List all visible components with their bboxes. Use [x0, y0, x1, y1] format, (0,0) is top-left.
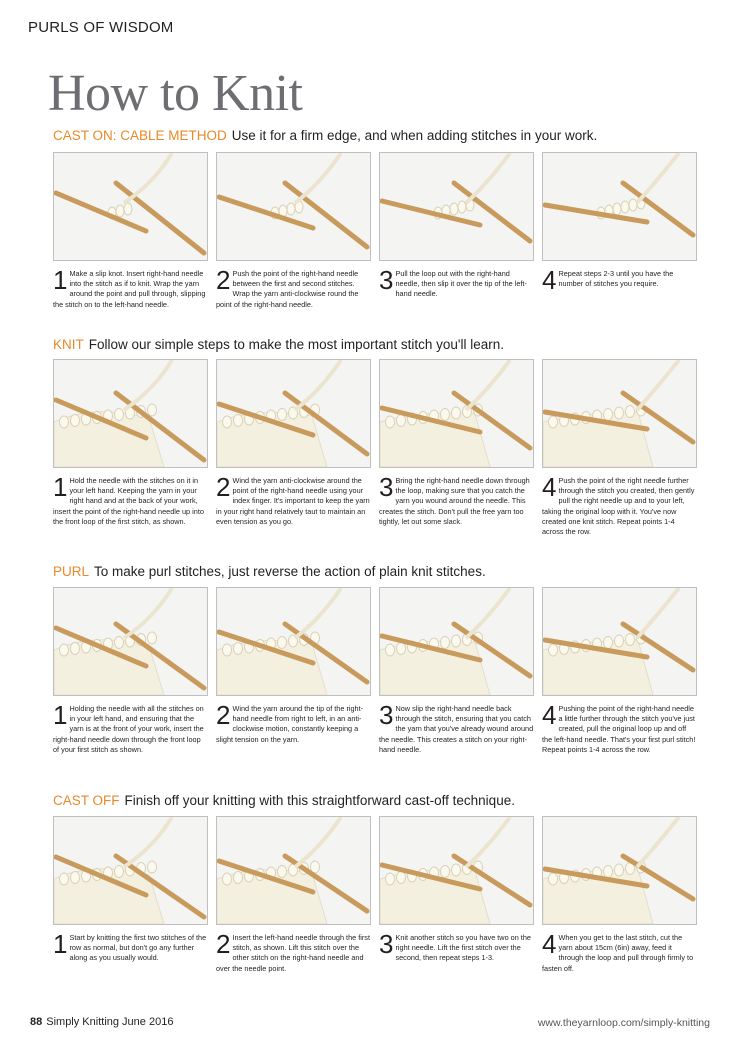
stitch-loop-shape: [452, 635, 461, 647]
step-photo: [216, 816, 371, 925]
stitch-loop-shape: [115, 637, 124, 649]
stitch-loop-shape: [148, 404, 157, 416]
stitch-loop-shape: [626, 634, 635, 646]
section-heading-cast-off: [53, 793, 713, 809]
knit-step-3: [379, 359, 534, 527]
step-description: [379, 265, 534, 300]
stitch-loop-shape: [234, 415, 243, 427]
stitch-loop-shape: [450, 203, 458, 215]
step-photo: [542, 152, 697, 261]
step-number: 4: [542, 929, 557, 959]
step-number: 1: [53, 265, 68, 295]
step-photo: [379, 152, 534, 261]
step-text: Wind the yarn anti-clockwise around the point of the right-hand needle using your index finger. It's important to keep the yarn in your right hand relatively taut to maintain an even tension as you go.: [216, 476, 370, 526]
stitch-loop-shape: [604, 409, 613, 421]
knit-step-1: [53, 359, 208, 527]
section-label: KNIT: [53, 337, 84, 352]
stitch-loop-shape: [615, 864, 624, 876]
section-label: CAST ON: CABLE METHOD: [53, 128, 227, 143]
step-photo: [53, 587, 208, 696]
section-subtitle: To make purl stitches, just reverse the action of plain knit stitches.: [94, 564, 486, 579]
step-number: 2: [216, 929, 231, 959]
step-photo: [379, 816, 534, 925]
step-text: Insert the left-hand needle through the first stitch, as shown. Lift this stitch over the other stitch on the right-hand needle and over the needle point.: [216, 933, 370, 973]
cast-off-step-4: [542, 816, 697, 974]
step-photo: [542, 816, 697, 925]
step-number: 3: [379, 700, 394, 730]
cast-off-step-2: [216, 816, 371, 974]
stitch-loop-shape: [386, 644, 395, 656]
stitch-loop-shape: [386, 873, 395, 885]
section-subtitle: Finish off your knitting with this straightforward cast-off technique.: [124, 793, 515, 808]
step-text: When you get to the last stitch, cut the yarn about 15cm (6in) away, feed it through the loop and pull through firmly to fasten off.: [542, 933, 694, 973]
stitch-loop-shape: [549, 644, 558, 656]
section-label: PURL: [53, 564, 90, 579]
step-text: Wind the yarn around the tip of the right-hand needle from right to left, in an anti-clockwise motion, constantly keeping a slight tension on the yarn.: [216, 704, 364, 744]
section-subtitle: Use it for a firm edge, and when adding stitches in your work.: [231, 128, 598, 143]
step-description: [542, 929, 697, 974]
cast-on-step-4: [542, 152, 697, 295]
stitch-loop-shape: [60, 644, 69, 656]
step-text: Start by knitting the first two stitches of the row as normal, but don't go any further along as you usually would.: [69, 933, 207, 963]
step-number: 1: [53, 700, 68, 730]
top-margin: [0, 0, 750, 8]
step-description: [542, 472, 697, 537]
step-photo: [216, 152, 371, 261]
step-photo: [542, 587, 697, 696]
step-text: Bring the right-hand needle down through the loop, making sure that you catch the yarn you wound around the needle. This creates the stitch. Don't pull the free yarn too tightly, let out some slack.: [379, 476, 530, 526]
step-number: 4: [542, 472, 557, 502]
stitch-loop-shape: [549, 873, 558, 885]
stitch-loop-shape: [148, 632, 157, 644]
step-description: [53, 929, 208, 964]
stitch-loop-shape: [397, 643, 406, 655]
stitch-loop-shape: [124, 203, 132, 215]
stitch-loop-shape: [441, 866, 450, 878]
stitch-loop-shape: [441, 409, 450, 421]
step-description: [379, 472, 534, 527]
stitch-loop-shape: [397, 415, 406, 427]
stitch-loop-shape: [615, 407, 624, 419]
stitch-loop-shape: [60, 873, 69, 885]
step-number: 2: [216, 472, 231, 502]
step-number: 2: [216, 700, 231, 730]
footer-issue: [30, 1016, 173, 1028]
stitch-loop-shape: [397, 872, 406, 884]
stitch-loop-shape: [223, 644, 232, 656]
step-description: [216, 700, 371, 745]
section-heading-knit: [53, 337, 713, 353]
stitch-loop-shape: [452, 864, 461, 876]
step-number: 4: [542, 700, 557, 730]
stitch-loop-shape: [234, 643, 243, 655]
stitch-loop-shape: [71, 415, 80, 427]
step-number: 1: [53, 472, 68, 502]
cast-off-step-1: [53, 816, 208, 964]
page-title: How to Knit: [48, 65, 303, 122]
section-subtitle: Follow our simple steps to make the most important stitch you'll learn.: [88, 337, 505, 352]
stitch-loop-shape: [223, 416, 232, 428]
stitch-loop-shape: [629, 199, 637, 211]
stitch-loop-shape: [116, 205, 124, 217]
step-description: [216, 929, 371, 974]
stitch-loop-shape: [626, 406, 635, 418]
purl-step-2: [216, 587, 371, 745]
purl-step-3: [379, 587, 534, 755]
step-text: Repeat steps 2-3 until you have the number of stitches you require.: [558, 269, 674, 289]
step-text: Pushing the point of the right-hand needle a little further through the stitch you've just created, pull the original loop up and off the left-hand needle. That's your first purl stitch! Repeat points 1-4 across the row.: [542, 704, 696, 754]
stitch-loop-shape: [287, 203, 295, 215]
stitch-loop-shape: [458, 201, 466, 213]
step-description: [53, 472, 208, 527]
stitch-loop-shape: [71, 872, 80, 884]
stitch-loop-shape: [549, 416, 558, 428]
step-description: [53, 700, 208, 755]
cast-on-step-1: [53, 152, 208, 310]
step-description: [216, 265, 371, 310]
step-text: Knit another stitch so you have two on the right needle. Lift the first stitch over the second, then repeat steps 1-3.: [395, 933, 531, 963]
cast-on-step-2: [216, 152, 371, 310]
step-photo: [216, 359, 371, 468]
stitch-loop-shape: [148, 861, 157, 873]
section-header: PURLS OF WISDOM: [28, 19, 174, 36]
step-photo: [53, 816, 208, 925]
step-number: 3: [379, 472, 394, 502]
stitch-loop-shape: [71, 643, 80, 655]
purl-step-4: [542, 587, 697, 755]
stitch-loop-shape: [234, 872, 243, 884]
step-text: Now slip the right-hand needle back through the stitch, ensuring that you catch the yarn that you've already wound around the needle. This creates a stitch on your right-hand needle.: [379, 704, 534, 754]
section-heading-cast-on: [53, 128, 713, 144]
magazine-issue: Simply Knitting June 2016: [46, 1016, 174, 1028]
step-photo: [216, 587, 371, 696]
stitch-loop-shape: [604, 866, 613, 878]
stitch-loop-shape: [615, 635, 624, 647]
step-text: Push the point of the right-hand needle between the first and second stitches. Wrap the yarn anti-clockwise round the point of the right-hand needle.: [216, 269, 359, 309]
step-number: 2: [216, 265, 231, 295]
step-description: [53, 265, 208, 310]
stitch-loop-shape: [621, 201, 629, 213]
section-label: CAST OFF: [53, 793, 120, 808]
step-description: [216, 472, 371, 527]
step-number: 3: [379, 929, 394, 959]
step-description: [542, 265, 697, 295]
knit-step-2: [216, 359, 371, 527]
stitch-loop-shape: [115, 866, 124, 878]
step-photo: [379, 359, 534, 468]
step-text: Pull the loop out with the right-hand needle, then slip it over the tip of the left-hand needle.: [395, 269, 527, 299]
step-number: 1: [53, 929, 68, 959]
step-text: Make a slip knot. Insert right-hand needle into the stitch as if to knit. Wrap the yarn around the point and pull through, slipping the stitch on to the left-hand needle.: [53, 269, 206, 309]
step-photo: [542, 359, 697, 468]
stitch-loop-shape: [115, 409, 124, 421]
stitch-loop-shape: [278, 866, 287, 878]
step-photo: [53, 152, 208, 261]
step-text: Push the point of the right needle further through the stitch you created, then gently pull the right needle up and to your left, taking the original loop with it. You've now created one knit stitch. Repeat points 1-4 across the row.: [542, 476, 695, 537]
stitch-loop-shape: [223, 873, 232, 885]
step-text: Hold the needle with the stitches on it in your left hand. Keeping the yarn in your right hand and at the back of your work, insert the point of the right-hand needle up into the front loop of the first stitch, as shown.: [53, 476, 204, 526]
cast-on-step-3: [379, 152, 534, 300]
section-heading-purl: [53, 564, 713, 580]
stitch-loop-shape: [60, 416, 69, 428]
stitch-loop-shape: [604, 637, 613, 649]
stitch-loop-shape: [452, 407, 461, 419]
stitch-loop-shape: [613, 203, 621, 215]
stitch-loop-shape: [441, 637, 450, 649]
stitch-loop-shape: [386, 416, 395, 428]
step-photo: [379, 587, 534, 696]
knit-step-4: [542, 359, 697, 537]
step-photo: [53, 359, 208, 468]
purl-step-1: [53, 587, 208, 755]
step-text: Holding the needle with all the stitches on in your left hand, and ensuring that the yarn is at the front of your work, insert the right-hand needle down through the front loop of your first stitch as shown.: [53, 704, 204, 754]
stitch-loop-shape: [278, 637, 287, 649]
stitch-loop-shape: [278, 409, 287, 421]
step-description: [379, 700, 534, 755]
footer-url: www.theyarnloop.com/simply-knitting: [537, 1017, 710, 1029]
step-description: [379, 929, 534, 964]
page-number: 88: [30, 1016, 43, 1028]
step-number: 3: [379, 265, 394, 295]
step-description: [542, 700, 697, 755]
cast-off-step-3: [379, 816, 534, 964]
step-number: 4: [542, 265, 557, 295]
